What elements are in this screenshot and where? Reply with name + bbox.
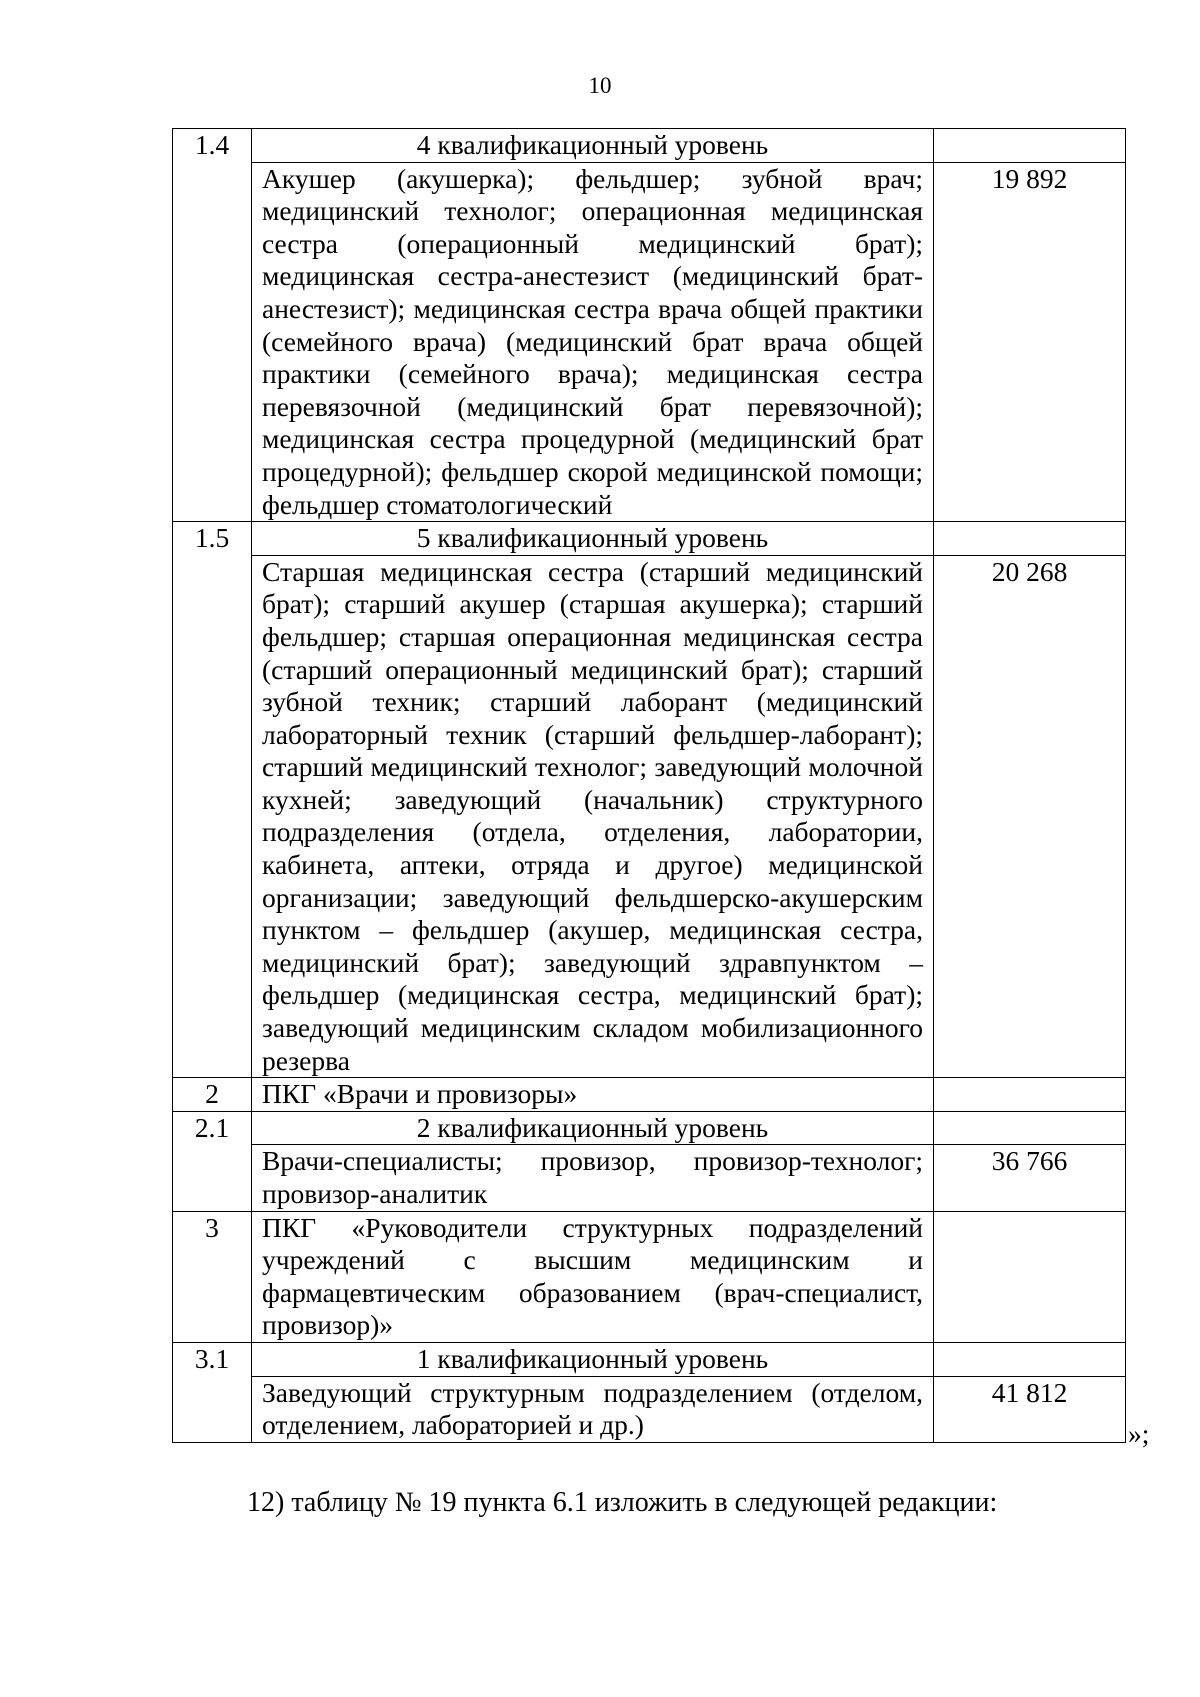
row-number: 3.1 bbox=[173, 1342, 252, 1376]
row-number: 3 bbox=[173, 1211, 252, 1342]
salary-cell-empty bbox=[934, 522, 1126, 556]
salary-value: 19 892 bbox=[934, 162, 1126, 522]
table-row bbox=[173, 1376, 1126, 1442]
table-row bbox=[173, 555, 1126, 1078]
qualification-level: 1 квалификационный уровень bbox=[252, 1342, 934, 1376]
position-list: Врачи-специалисты; провизор, провизор-технолог; провизор-аналитик bbox=[252, 1145, 934, 1211]
row-number-spacer bbox=[173, 555, 252, 1078]
qualification-level: 2 квалификационный уровень bbox=[252, 1111, 934, 1145]
page-number: 10 bbox=[588, 73, 612, 98]
position-list: Старшая медицинская сестра (старший медицинский брат); старший акушер (старшая акушерка); старший фельдшер; старшая операционная медицинская сестра (старший операционный медицинский брат); старший зубной техник; старший лаборант (медицинский лабораторный техник (старший фельдшер-лаборант); старший медицинский технолог; заведующий молочной кухней; заведующий (начальник) структурного подразделения (отдела, отделения, лаборатории, кабинета, аптеки, отряда и другое) медицинской организации; заведующий фельдшерско-акушерским пунктом – фельдшер (акушер, медицинская сестра, медицинский брат); заведующий здравпунктом – фельдшер (медицинская сестра, медицинский брат); заведующий медицинским складом мобилизационного резерва bbox=[252, 555, 934, 1078]
table-row bbox=[173, 1111, 1126, 1145]
row-number-spacer bbox=[173, 1376, 252, 1442]
position-list: Акушер (акушерка); фельдшер; зубной врач; медицинский технолог; операционная медицинская сестра (операционный медицинский брат); медицинская сестра-анестезист (медицинский брат-анестезист); медицинская сестра врача общей практики (семейного врача) (медицинский брат врача общей практики (семейного врача); медицинская сестра перевязочной (медицинский брат перевязочной); медицинская сестра процедурной (медицинский брат процедурной); фельдшер скорой медицинской помощи; фельдшер стоматологический bbox=[252, 162, 934, 522]
qualification-level: 5 квалификационный уровень bbox=[252, 522, 934, 556]
table-row bbox=[173, 1078, 1126, 1112]
salary-table bbox=[172, 128, 1126, 1443]
row-number: 1.5 bbox=[173, 522, 252, 556]
table-row bbox=[173, 1211, 1126, 1342]
salary-value: 41 812 bbox=[934, 1376, 1126, 1442]
salary-cell-empty bbox=[934, 1111, 1126, 1145]
row-number: 1.4 bbox=[173, 129, 252, 163]
table-row bbox=[173, 129, 1126, 163]
salary-cell-empty bbox=[934, 1078, 1126, 1112]
position-list: Заведующий структурным подразделением (отделом, отделением, лабораторией и др.) bbox=[252, 1376, 934, 1442]
row-number-spacer bbox=[173, 162, 252, 522]
row-number-spacer bbox=[173, 1145, 252, 1211]
table-row bbox=[173, 162, 1126, 522]
table-row bbox=[173, 522, 1126, 556]
instruction-paragraph: 12) таблицу № 19 пункта 6.1 изложить в следующей редакции: bbox=[247, 1487, 998, 1518]
professional-group: ПКГ «Руководители структурных подразделений учреждений с высшим медицинским и фармацевтическим образованием (врач-специалист, провизор)» bbox=[252, 1211, 934, 1342]
salary-value: 20 268 bbox=[934, 555, 1126, 1078]
table-row bbox=[173, 1342, 1126, 1376]
row-number: 2.1 bbox=[173, 1111, 252, 1145]
salary-value: 36 766 bbox=[934, 1145, 1126, 1211]
salary-cell-empty bbox=[934, 1211, 1126, 1342]
professional-group: ПКГ «Врачи и провизоры» bbox=[252, 1078, 934, 1112]
row-number: 2 bbox=[173, 1078, 252, 1112]
salary-cell-empty bbox=[934, 129, 1126, 163]
salary-cell-empty bbox=[934, 1342, 1126, 1376]
table-row bbox=[173, 1145, 1126, 1211]
closing-quote: »; bbox=[1128, 1418, 1150, 1449]
qualification-level: 4 квалификационный уровень bbox=[252, 129, 934, 163]
